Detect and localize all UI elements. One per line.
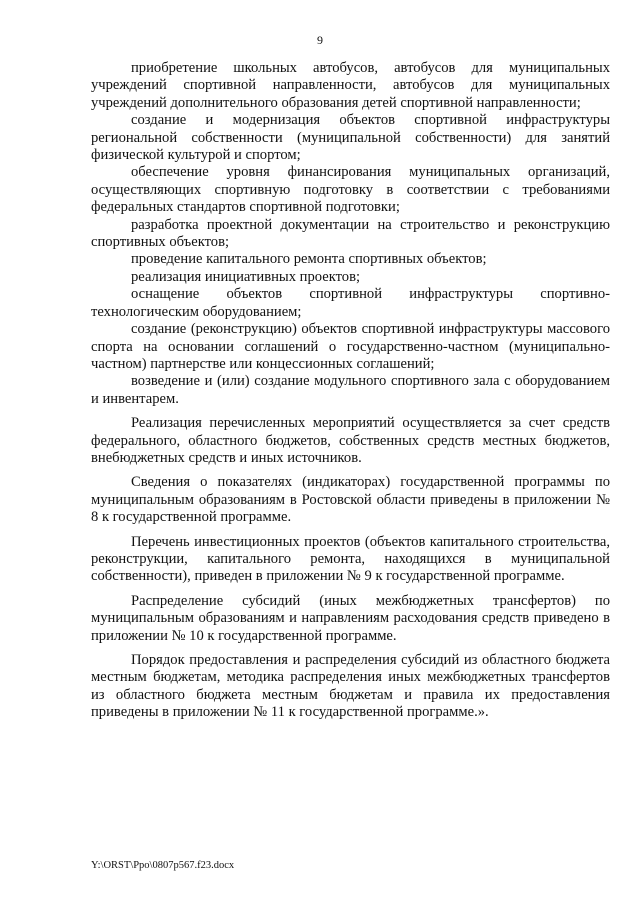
paragraph-funding-sources: Реализация перечисленных мероприятий осуществляется за счет средств федерального, областного бюджетов, собственных средств местных бюджетов, внебюджетных средств и иных источников. xyxy=(91,415,610,466)
footer-file-path: Y:\ORST\Ppo\0807p567.f23.docx xyxy=(91,860,235,871)
paragraph-modular-hall: возведение и (или) создание модульного спортивного зала с оборудованием и инвентарем. xyxy=(91,373,610,407)
paragraph-subsidy-distribution: Распределение субсидий (иных межбюджетных трансфертов) по муниципальным образованиям и направлениям расходования средств приведено в приложении № 10 к государственной программе. xyxy=(91,592,610,644)
paragraph-infrastructure-modernization: создание и модернизация объектов спортивной инфраструктуры региональной собственности (муниципальной собственности) для занятий физической культурой и спортом; xyxy=(91,112,610,164)
paragraph-capital-repair: проведение капитального ремонта спортивных объектов; xyxy=(131,251,487,268)
page-number: 9 xyxy=(317,33,323,47)
paragraph-project-documentation: разработка проектной документации на строительство и реконструкцию спортивных объектов; xyxy=(91,216,610,251)
paragraph-indicators: Сведения о показателях (индикаторах) государственной программы по муниципальным образованиям в Ростовской области приведены в приложении № 8 к государственной программе. xyxy=(91,474,610,526)
document-body xyxy=(91,60,610,722)
paragraph-mass-sport-facilities: создание (реконструкцию) объектов спортивной инфраструктуры массового спорта на основании соглашений о государственно-частном (муниципально-частном) партнерстве или концессионных соглашений; xyxy=(91,321,610,372)
paragraph-equipment: оснащение объектов спортивной инфраструктуры спортивно-технологическим оборудованием; xyxy=(91,286,610,320)
paragraph-school-buses: приобретение школьных автобусов, автобусов для муниципальных учреждений спортивной направленности, автобусов для муниципальных учреждений дополнительного образования детей спортивной направленности; xyxy=(91,60,610,111)
paragraph-subsidy-procedure: Порядок предоставления и распределения субсидий из областного бюджета местным бюджетам, методика распределения иных межбюджетных трансфертов из областного бюджета местным бюджетам и правила их предоставления приведены в приложении № 11 к государственной программе.». xyxy=(91,652,610,721)
paragraph-investment-projects: Перечень инвестиционных проектов (объектов капитального строительства, реконструкции, капитального ремонта, находящихся в муниципальной собственности), приведен в приложении № 9 к государственной программе. xyxy=(91,533,610,585)
paragraph-financing-level: обеспечение уровня финансирования муниципальных организаций, осуществляющих спортивную подготовку в соответствии с требованиями федеральных стандартов спортивной подготовки; xyxy=(91,164,610,216)
paragraph-initiative-projects: реализация инициативных проектов; xyxy=(131,268,361,285)
